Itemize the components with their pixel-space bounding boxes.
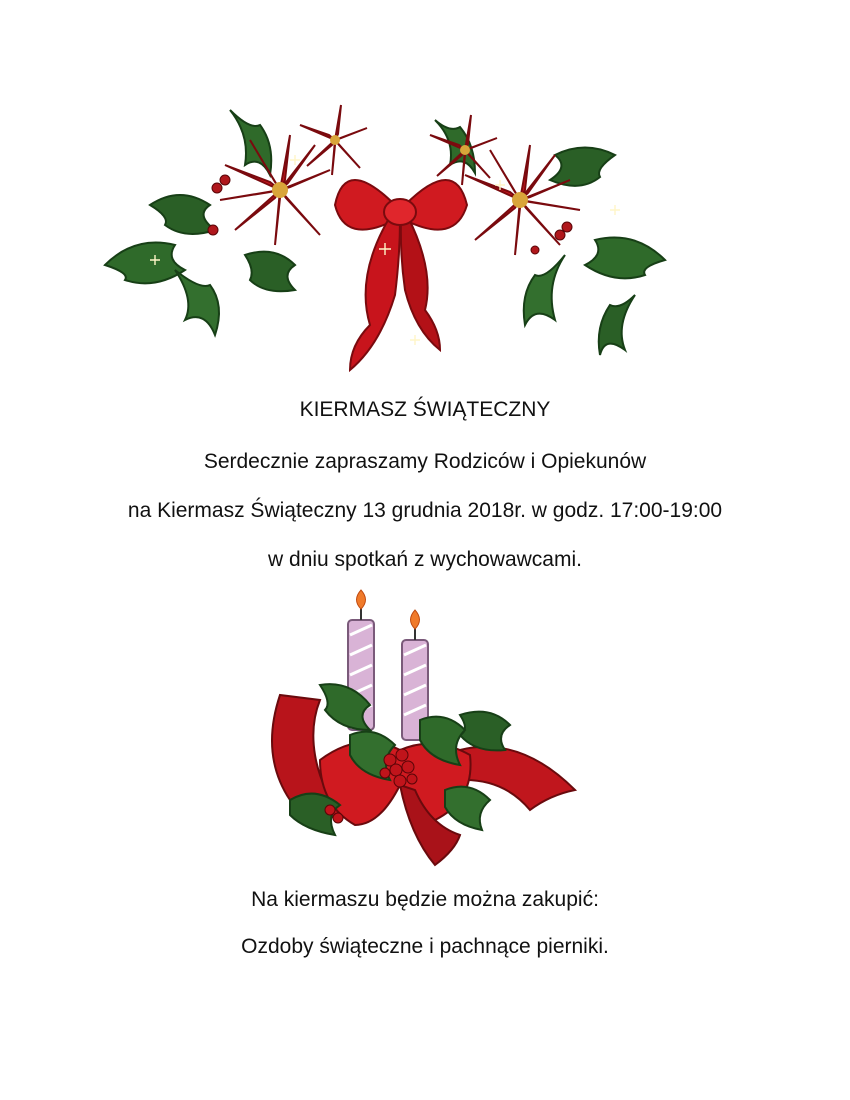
- poinsettia-left: [220, 135, 330, 245]
- candles-illustration: [260, 585, 590, 875]
- document-title: KIERMASZ ŚWIĄTECZNY: [299, 398, 551, 421]
- poinsettia-garland-illustration: [95, 95, 675, 385]
- invitation-line-2: na Kiermasz Świąteczny 13 grudnia 2018r. w godz. 17:00-19:00: [127, 499, 723, 522]
- invitation-line-1: Serdecznie zapraszamy Rodziców i Opiekunów: [203, 450, 647, 473]
- red-bow: [335, 180, 467, 370]
- invitation-line-3: w dniu spotkań z wychowawcami.: [268, 548, 582, 571]
- poinsettia-small-left: [300, 105, 367, 175]
- sale-items-line: Ozdoby świąteczne i pachnące pierniki.: [241, 935, 609, 958]
- holly-leaves-left: [105, 110, 295, 335]
- sale-intro-line: Na kiermaszu będzie można zakupić:: [251, 888, 599, 911]
